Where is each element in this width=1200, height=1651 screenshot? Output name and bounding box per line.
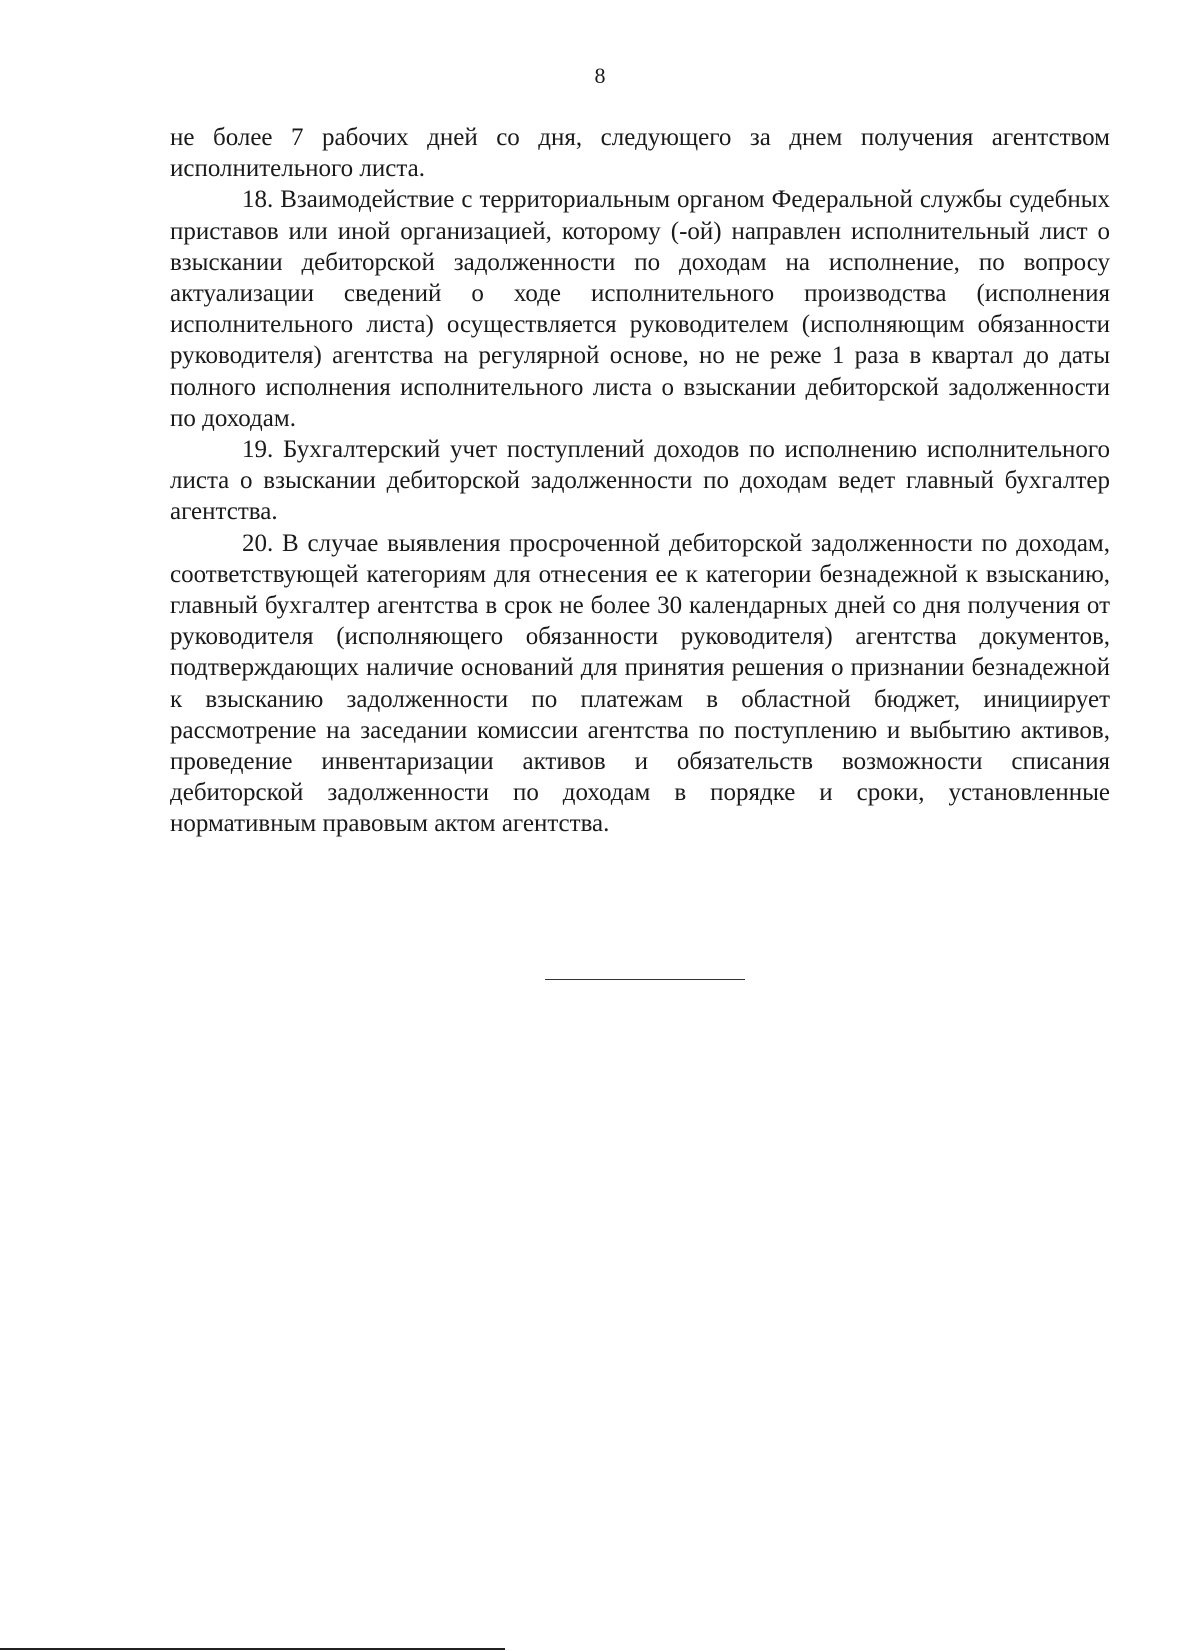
scan-bottom-edge-line <box>0 1648 505 1650</box>
paragraph-18: 18. Взаимодействие с территориальным органом Федеральной службы судебных приставов или иной организацией, которому (-ой) направлен исполнительный лист о взыскании дебиторской задолженности по доходам на исполнение, по вопросу актуализации сведений о ходе исполнительного производства (исполнения исполнительного листа) осуществляется руководителем (исполняющим обязанности руководителя) агентства на регулярной основе, но не реже 1 раза в квартал до даты полного исполнения исполнительного листа о взыскании дебиторской задолженности по доходам. <box>170 186 1110 432</box>
paragraph-continuation: не более 7 рабочих дней со дня, следующего за днем получения агентством исполнительного листа. <box>170 124 1110 183</box>
paragraph-19: 19. Бухгалтерский учет поступлений доходов по исполнению исполнительного листа о взыскании дебиторской задолженности по доходам ведет главный бухгалтер агентства. <box>170 436 1110 526</box>
end-of-text-divider <box>545 979 745 980</box>
document-body <box>170 122 1110 840</box>
paragraph-20: 20. В случае выявления просроченной дебиторской задолженности по доходам, соответствующей категориям для отнесения ее к категории безнадежной к взысканию, главный бухгалтер агентства в срок не более 30 календарных дней со дня получения от руководителя (исполняющего обязанности руководителя) агентства документов, подтверждающих наличие оснований для принятия решения о признании безнадежной к взысканию задолженности по платежам в областной бюджет, инициирует рассмотрение на заседании комиссии агентства по поступлению и выбытию активов, проведение инвентаризации активов и обязательств возможности списания дебиторской задолженности по доходам в порядке и сроки, установленные нормативным правовым актом агентства. <box>170 529 1110 838</box>
page-number: 8 <box>594 63 606 88</box>
